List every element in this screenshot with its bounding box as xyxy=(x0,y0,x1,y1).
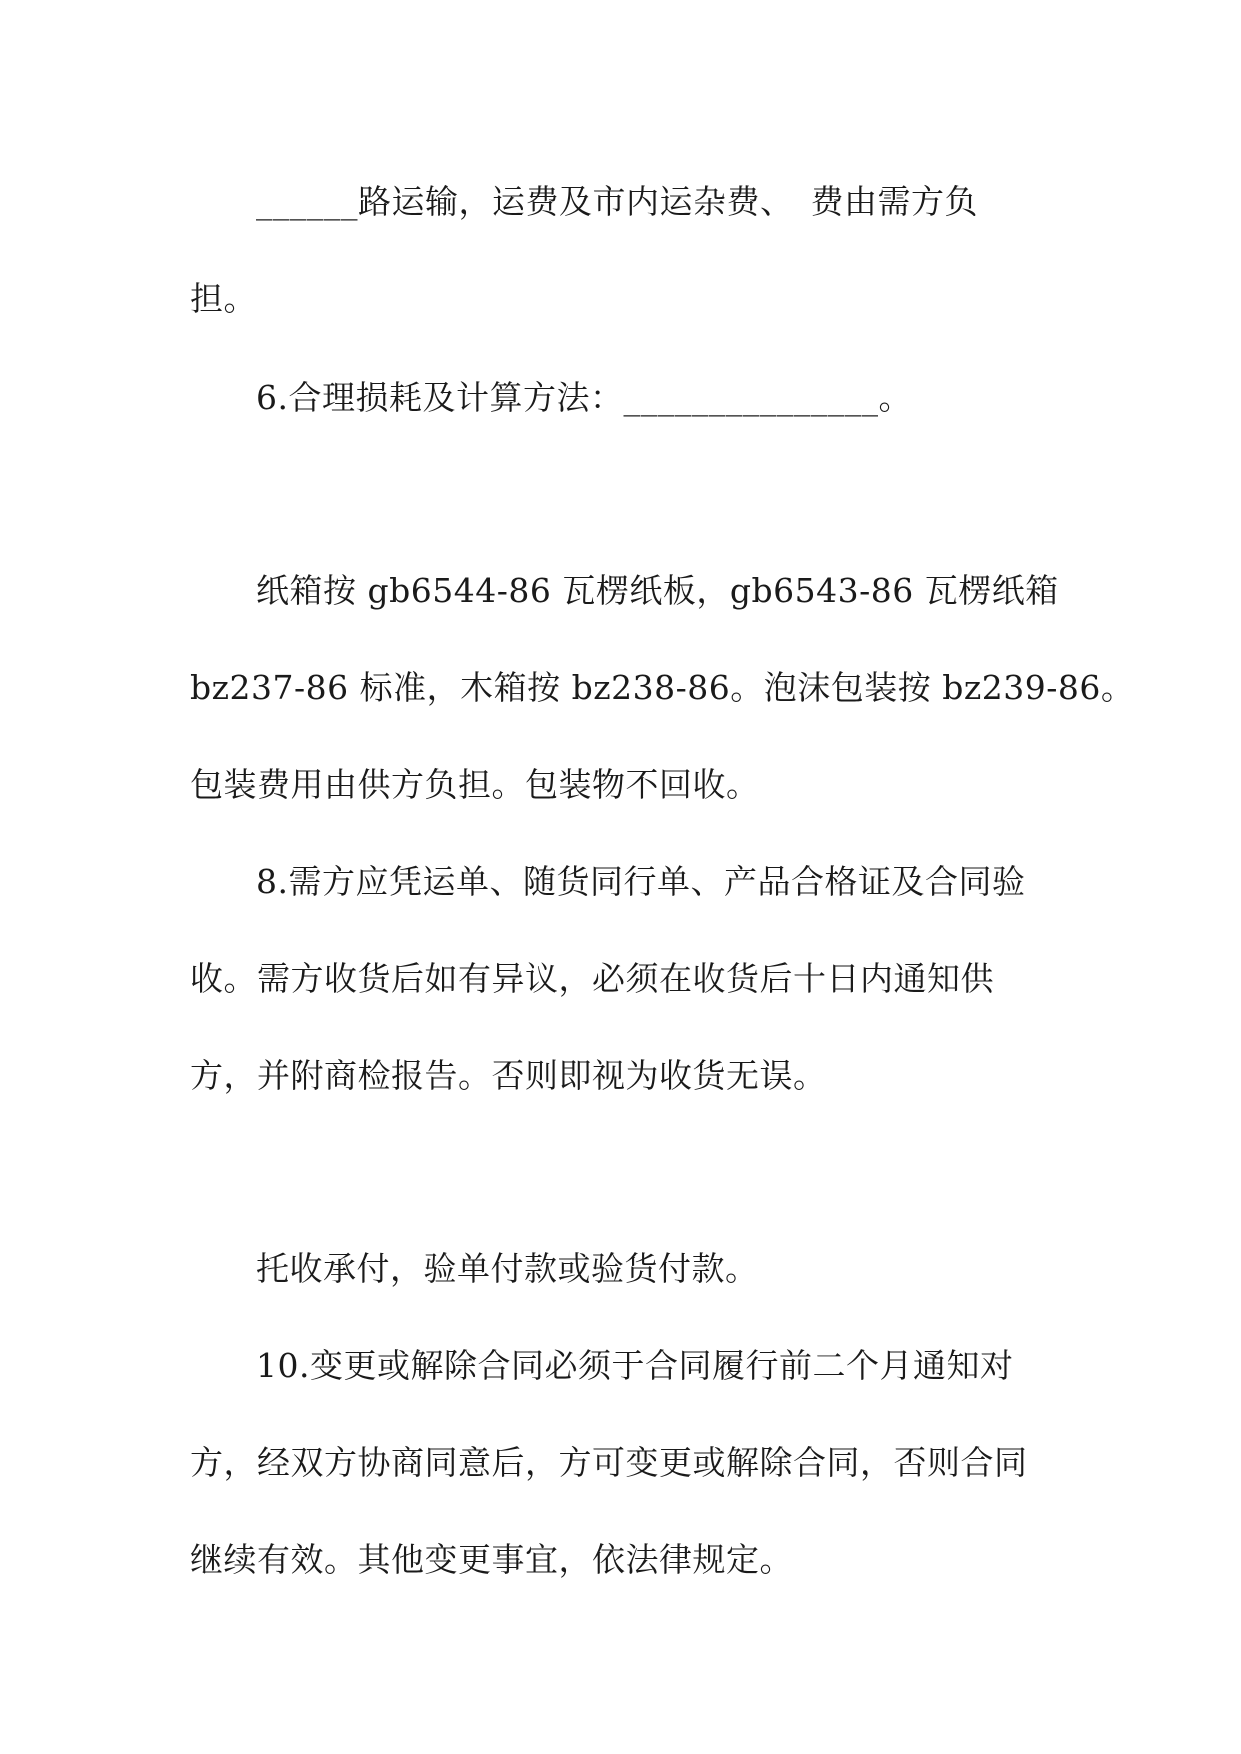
paragraph-loss-calculation: 6.合理损耗及计算方法：_______________。 xyxy=(256,378,912,417)
paragraph-contract-change-line-3: 继续有效。其他变更事宜，依法律规定。 xyxy=(190,1540,793,1579)
paragraph-transport-line-1: ______路运输，运费及市内运杂费、 费由需方负 xyxy=(256,182,978,221)
paragraph-contract-change-line-1: 10.变更或解除合同必须于合同履行前二个月通知对 xyxy=(256,1346,1014,1385)
paragraph-acceptance-line-1: 8.需方应凭运单、随货同行单、产品合格证及合同验 xyxy=(256,862,1026,901)
paragraph-packaging-line-2: bz237-86 标准，木箱按 bz238-86。泡沫包装按 bz239-86。 xyxy=(190,668,1135,707)
paragraph-contract-change-line-2: 方，经双方协商同意后，方可变更或解除合同，否则合同 xyxy=(190,1443,1028,1482)
paragraph-payment: 托收承付，验单付款或验货付款。 xyxy=(256,1249,759,1288)
paragraph-transport-line-2: 担。 xyxy=(190,279,257,318)
paragraph-packaging-line-1: 纸箱按 gb6544-86 瓦楞纸板，gb6543-86 瓦楞纸箱 xyxy=(256,571,1059,610)
paragraph-acceptance-line-3: 方，并附商检报告。否则即视为收货无误。 xyxy=(190,1056,827,1095)
paragraph-packaging-line-3: 包装费用由供方负担。包装物不回收。 xyxy=(190,765,760,804)
paragraph-acceptance-line-2: 收。需方收货后如有异议，必须在收货后十日内通知供 xyxy=(190,959,994,998)
